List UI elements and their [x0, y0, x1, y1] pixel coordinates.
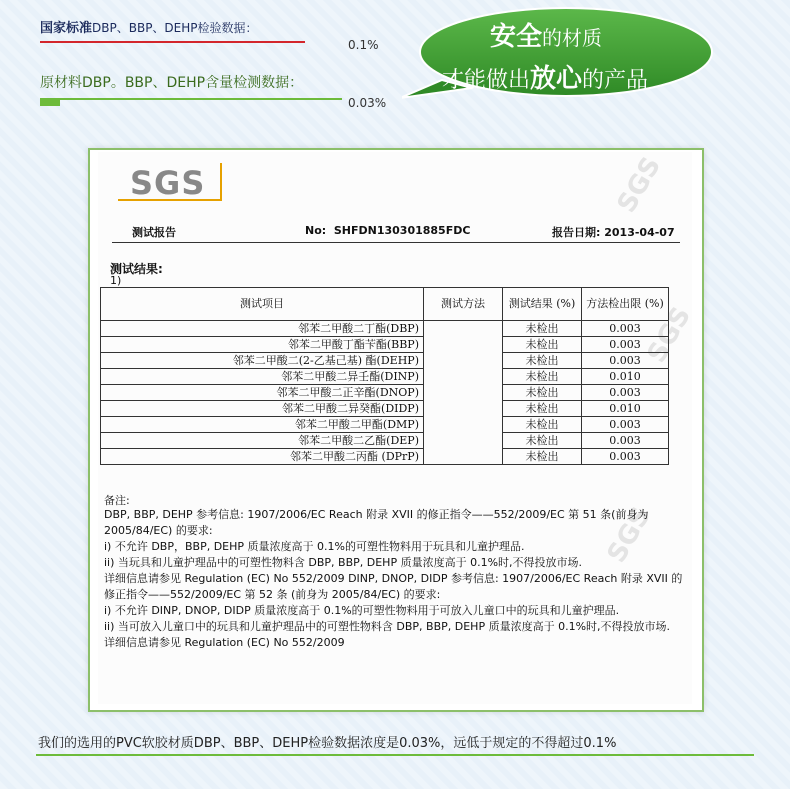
watermark: SGS — [601, 502, 658, 568]
test-item-cell: 邻苯二甲酸二正辛酯(DNOP) — [101, 385, 424, 401]
header-divider — [112, 242, 680, 243]
national-standard-bar — [40, 41, 305, 43]
test-item-cell: 邻苯二甲酸二异壬酯(DINP) — [101, 369, 424, 385]
detection-limit-cell: 0.003 — [582, 449, 669, 465]
slogan-line2: 才能做出放心的产品 — [442, 64, 649, 94]
table-row — [101, 433, 669, 449]
note-paragraph: DBP, BBP, DEHP 参考信息: 1907/2006/EC Reach 附录 XVII 的修正指令——552/2009/EC 第 51 条(前身为 2005/84/EC) 的要求: — [104, 508, 649, 537]
detection-limit-cell: 0.003 — [582, 337, 669, 353]
results-title: 测试结果: — [110, 262, 163, 276]
slogan-line1: 安全的材质 — [490, 22, 603, 52]
test-result-cell: 未检出 — [503, 433, 582, 449]
column-header: 方法检出限 (%) — [582, 288, 669, 321]
results-number: 1) — [110, 274, 122, 287]
column-header: 测试项目 — [101, 288, 424, 321]
test-item-cell: 邻苯二甲酸二异癸酯(DIDP) — [101, 401, 424, 417]
note-paragraph: i) 不允许 DBP，BBP, DEHP 质量浓度高于 0.1%的可塑性物料用于玩具和儿童护理品. — [104, 540, 525, 553]
note-paragraph: i) 不允许 DINP, DNOP, DIDP 质量浓度高于 0.1%的可塑性物料用于可放入儿童口中的玩具和儿童护理品. — [104, 604, 620, 617]
test-item-cell: 邻苯二甲酸二甲酯(DMP) — [101, 417, 424, 433]
national-standard-label: 国家标准DBP、BBP、DEHP检验数据： — [40, 21, 258, 36]
footer-underline — [36, 754, 754, 756]
column-header: 测试方法 — [424, 288, 503, 321]
table-row — [101, 321, 669, 337]
note-paragraph: 详细信息请参见 Regulation (EC) No 552/2009 DINP, DNOP, DIDP 参考信息: 1907/2006/EC Reach 附录 XVII 的修正指令——552/2009/EC 第 52 条 (前身为 2005/84/EC) 的要求: — [104, 572, 683, 601]
test-result-cell: 未检出 — [503, 369, 582, 385]
detection-limit-cell: 0.010 — [582, 369, 669, 385]
test-result-cell: 未检出 — [503, 385, 582, 401]
footer-statement: 我们的选用的PVC软胶材质DBP、BBP、DEHP检验数据浓度是0.03%，远低于规定的不得超过0.1% — [38, 736, 617, 751]
table-row — [101, 369, 669, 385]
table-row — [101, 385, 669, 401]
table-row — [101, 449, 669, 465]
column-header: 测试结果 (%) — [503, 288, 582, 321]
table-row — [101, 401, 669, 417]
detection-limit-cell: 0.003 — [582, 433, 669, 449]
test-results-table — [100, 287, 669, 465]
note-paragraph: ii) 当可放入儿童口中的玩具和儿童护理品中的可塑性物料含 DBP, BBP, DEHP 质量浓度高于 0.1%时,不得投放市场. — [104, 620, 671, 633]
test-item-cell: 邻苯二甲酸二乙酯(DEP) — [101, 433, 424, 449]
table-row — [101, 337, 669, 353]
notes-title: 备注: — [104, 494, 130, 507]
report-date: 报告日期: 2013-04-07 — [552, 226, 675, 239]
test-item-cell: 邻苯二甲酸二丙酯 (DPrP) — [101, 449, 424, 465]
detection-limit-cell: 0.003 — [582, 321, 669, 337]
detection-limit-cell: 0.003 — [582, 417, 669, 433]
test-result-cell: 未检出 — [503, 353, 582, 369]
test-item-cell: 邻苯二甲酸二(2-乙基己基) 酯(DEHP) — [101, 353, 424, 369]
test-item-cell: 邻苯二甲酸丁酯苄酯(BBP) — [101, 337, 424, 353]
note-paragraph: 详细信息请参见 Regulation (EC) No 552/2009 — [104, 636, 345, 649]
detection-limit-cell: 0.010 — [582, 401, 669, 417]
material-test-label: 原材料DBP。BBP、DEHP含量检测数据： — [40, 75, 304, 91]
note-paragraph: ii) 当玩具和儿童护理品中的可塑性物料含 DBP, BBP, DEHP 质量浓度高于 0.1%时,不得投放市场. — [104, 556, 583, 569]
test-result-cell: 未检出 — [503, 337, 582, 353]
test-item-cell: 邻苯二甲酸二丁酯(DBP) — [101, 321, 424, 337]
sgs-logo: SGS — [130, 164, 206, 202]
watermark: SGS — [641, 302, 698, 368]
table-row — [101, 417, 669, 433]
material-test-value: 0.03% — [348, 96, 387, 110]
report-number: No: SHFDN130301885FDC — [305, 224, 471, 237]
material-test-line — [40, 98, 342, 100]
watermark: SGS — [611, 152, 668, 218]
detection-limit-cell: 0.003 — [582, 385, 669, 401]
test-result-cell: 未检出 — [503, 321, 582, 337]
national-standard-value: 0.1% — [348, 38, 379, 52]
test-result-cell: 未检出 — [503, 417, 582, 433]
notes-block — [104, 507, 690, 651]
table-row — [101, 353, 669, 369]
test-method-cell — [424, 321, 503, 465]
test-result-cell: 未检出 — [503, 449, 582, 465]
detection-limit-cell: 0.003 — [582, 353, 669, 369]
report-title: 测试报告 — [132, 226, 176, 239]
material-test-bar — [40, 100, 60, 106]
test-result-cell: 未检出 — [503, 401, 582, 417]
